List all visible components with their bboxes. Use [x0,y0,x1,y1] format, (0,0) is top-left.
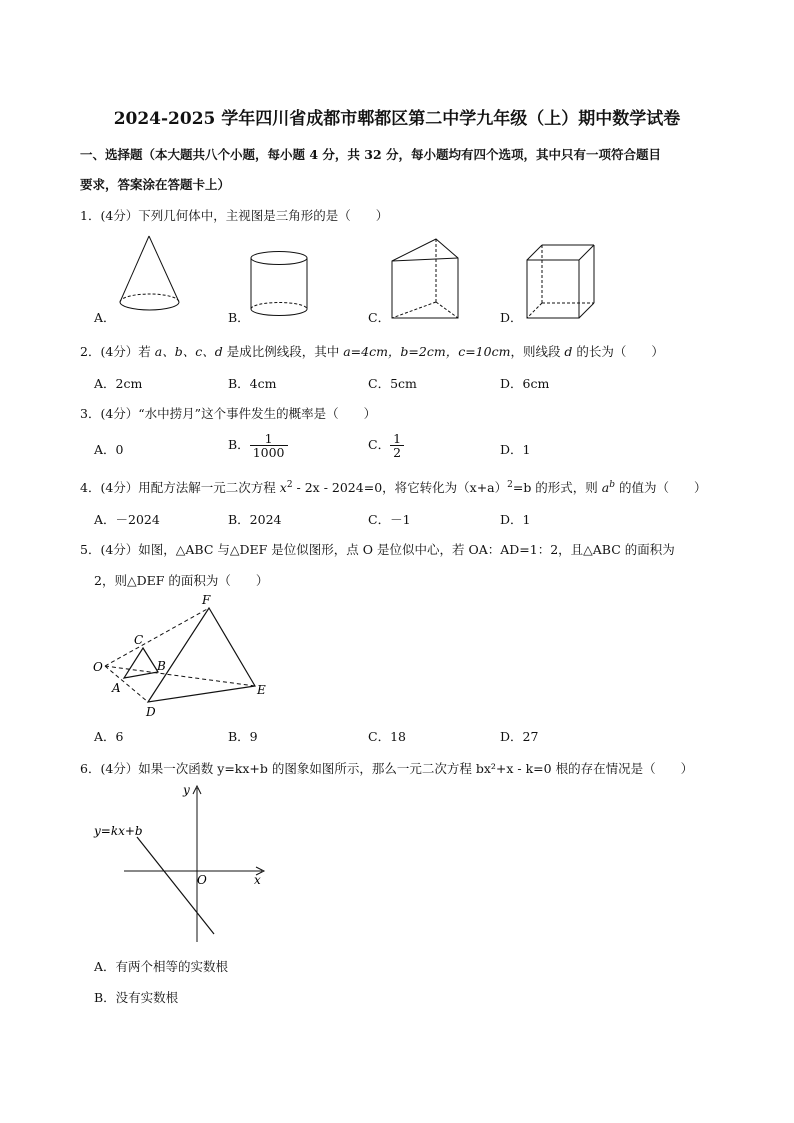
q2-given-values: a=4cm，b=2cm，c=10cm [343,344,511,359]
q4-option-c[interactable]: C．－1 [368,512,411,527]
label-O: O [93,660,103,674]
label-E: E [257,683,266,697]
q4-option-b[interactable]: B．2024 [228,512,282,527]
q2-option-d[interactable]: D．6cm [500,376,550,391]
q2-variables: a、b、c、d [154,344,223,359]
triangular-prism-figure [390,238,462,324]
label-C: C [134,633,144,647]
fraction-1-2: $\frac{1}{2}$ [390,432,404,459]
question-5-line1: 5．(4分）如图，△ABC 与△DEF 是位似图形，点 O 是位似中心，若 OA：AD=1：2，且△ABC 的面积为 [80,542,675,557]
q1-option-c[interactable]: C． [368,310,391,325]
question-1: 1．(4分）下列几何体中，主视图是三角形的是（ ） [80,208,389,223]
q3-option-c[interactable]: C． $\frac{1}{2}$ [368,432,404,459]
q2-option-c[interactable]: C．5cm [368,376,417,391]
q5-option-d[interactable]: D．27 [500,729,539,744]
q3-option-a[interactable]: A．0 [94,442,124,457]
q6-option-a[interactable]: A．有两个相等的实数根 [94,959,229,974]
section-heading-line2: 要求，答案涂在答题卡上） [80,177,231,192]
q5-option-b[interactable]: B．9 [228,729,258,744]
q3-option-d[interactable]: D．1 [500,442,531,457]
page-title: 2024-2025 学年四川省成都市郫都区第二中学九年级（上）期中数学试卷 [113,109,681,129]
label-B: B [157,659,166,673]
graph-origin-label: O [197,873,207,887]
question-5-line2: 2，则△DEF 的面积为（ ） [94,573,269,588]
fraction-1-1000: $\frac{1}{1000}$ [250,432,288,459]
q4-option-a[interactable]: A．－2024 [94,512,160,527]
q3-option-b[interactable]: B． $\frac{1}{1000}$ [228,432,288,459]
q6-option-b[interactable]: B．没有实数根 [94,990,179,1005]
q2-option-a[interactable]: A．2cm [94,376,143,391]
question-6: 6．(4分）如果一次函数 y=kx+b 的图象如图所示，那么一元二次方程 bx²+x - k=0 根的存在情况是（ ） [80,761,694,776]
q1-option-a[interactable]: A． [94,310,116,325]
label-D: D [146,705,156,719]
question-3: 3．(4分）“水中捞月”这个事件发生的概率是（ ） [80,406,377,421]
cone-figure [110,236,190,316]
graph-y-label: y [183,783,190,797]
label-F: F [202,593,211,607]
section-heading-line1: 一、选择题（本大题共八个小题，每小题 4 分，共 32 分，每小题均有四个选项，其中只有一项符合题目 [80,147,662,162]
graph-x-label: x [254,873,261,887]
q4-option-d[interactable]: D．1 [500,512,531,527]
q5-option-a[interactable]: A．6 [94,729,124,744]
graph-line-label: y=kx+b [94,824,143,838]
similar-triangles-figure [90,592,280,722]
q5-option-c[interactable]: C．18 [368,729,406,744]
q1-option-b[interactable]: B． [228,310,250,325]
label-A: A [112,681,121,695]
cube-figure [525,244,599,322]
cylinder-figure [250,251,310,321]
question-2: 2．(4分）若 a、b、c、d 是成比例线段，其中 a=4cm，b=2cm，c=10cm，则线段 d 的长为（ ） [80,344,664,359]
question-4: 4．(4分）用配方法解一元二次方程 $x^2 - 2x - 2024=0$，将它转化为$(x+a)^2=b$ 的形式，则 $a^b$ 的值为（ ） [80,479,707,495]
q2-option-b[interactable]: B．4cm [228,376,277,391]
linear-function-graph [90,782,280,952]
q1-option-d[interactable]: D． [500,310,523,325]
